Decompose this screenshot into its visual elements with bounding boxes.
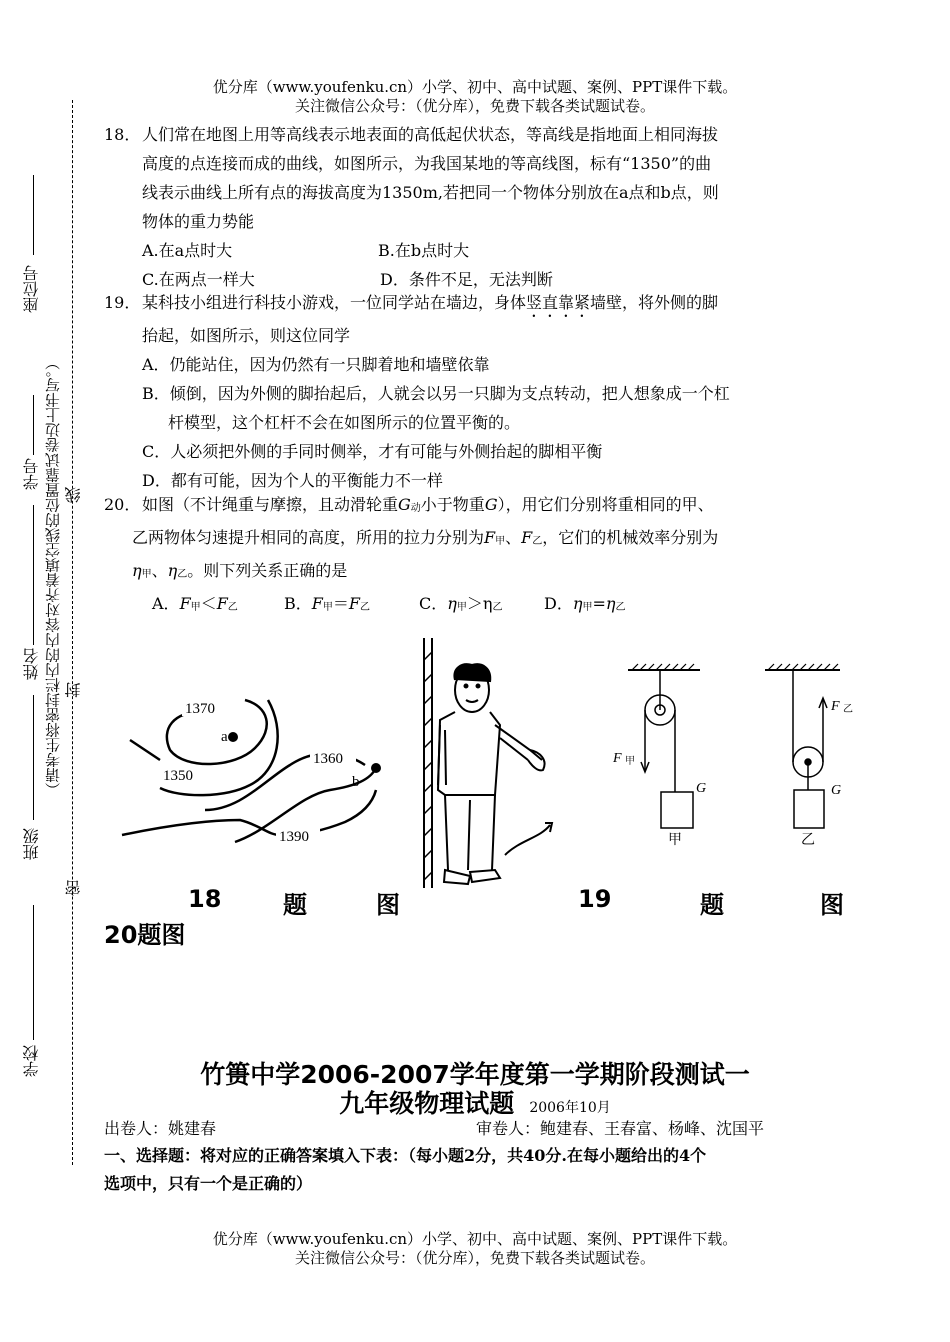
q19-line-1-post: 墙壁，将外侧的脚	[590, 293, 719, 312]
q20-sep-1: 、	[505, 528, 522, 547]
q20-od-eta2: η	[605, 594, 616, 613]
figures-svg	[0, 620, 950, 900]
seal-mi-label: 密	[64, 880, 83, 896]
q19-option-b-1: B．倾倒，因为外侧的脚抬起后，人就会以另一只脚为支点转动，把人想象成一个杠	[142, 384, 730, 403]
footer-line-1: 优分库（www.youfenku.cn）小学、初中、高中试题、案例、PPT课件下载。	[212, 1230, 738, 1248]
f-jia-label: F	[613, 751, 622, 766]
q20-oc-sub1: 甲	[456, 602, 467, 613]
q20-option-b	[284, 589, 370, 622]
q20-line-1-b: 小于物重	[420, 495, 485, 514]
q20-f-jia-sub: 甲	[495, 536, 506, 547]
label-b: b	[352, 774, 360, 790]
q19-option-c: C．人必须把外侧的手同时侧举，才有可能与外侧抬起的脚相平衡	[142, 442, 603, 461]
q20-od-sub1: 甲	[582, 602, 593, 613]
person-feet	[444, 870, 500, 884]
q20-oa-lt: ＜	[200, 594, 217, 613]
label-1370: 1370	[185, 701, 215, 717]
q20-eta-yi: η	[167, 561, 178, 580]
caption-19-tu: 图	[820, 891, 844, 919]
q20-line-2-c: ，它们的机械效率分别为	[542, 528, 719, 547]
header-line-1: 优分库（www.youfenku.cn）小学、初中、高中试题、案例、PPT课件下载。	[212, 78, 738, 96]
box-jia-label: 甲	[668, 833, 682, 848]
q20-symbol-g2: G	[484, 495, 498, 514]
person-torso	[438, 712, 500, 795]
figure-18-contour-map	[122, 698, 381, 845]
f-jia-sub: 甲	[625, 756, 635, 767]
q19-line-1-pre: 某科技小组进行科技小游戏，一位同学站在墙边，身体	[142, 293, 527, 312]
q20-sep-2: 、	[151, 561, 168, 580]
person-hand	[528, 750, 545, 770]
q20-option-a	[152, 589, 238, 622]
q18-option-c: C.在两点一样大	[142, 270, 255, 289]
q20-option-b-label: B．	[284, 594, 312, 613]
caption-18-num: 18	[188, 885, 222, 913]
q20-oc-gt: ＞	[466, 594, 483, 613]
contour-1390	[122, 790, 376, 835]
q20-oa-sub2: 乙	[227, 602, 238, 613]
person-right-arm	[495, 725, 542, 760]
g-jia-label: G	[696, 781, 707, 796]
q20-f-jia: F	[484, 528, 496, 547]
q19-line-2: 抬起，如图所示，则这位同学	[142, 326, 351, 345]
question-19	[104, 288, 864, 495]
seal-feng-label: 封	[64, 682, 83, 698]
class-label: 班级	[22, 828, 41, 860]
point-b	[371, 763, 381, 773]
q20-oc-eta1: η	[447, 594, 457, 613]
q20-od-sub2: 乙	[615, 602, 626, 613]
q20-symbol-g: G	[398, 495, 411, 514]
q20-line-1-a: 如图（不计绳重与摩擦，且动滑轮重	[142, 495, 399, 514]
q18-line-1: 人们常在地图上用等高线表示地表面的高低起伏状态，等高线是指地面上相同海拔	[142, 125, 719, 144]
wall-hatch	[424, 652, 432, 880]
q20-option-c	[419, 589, 502, 622]
section-1-line-1: 一、选择题：将对应的正确答案填入下表：（每小题2分，共40分.在每小题给出的4个	[104, 1146, 707, 1165]
q20-f-yi-sub: 乙	[532, 536, 543, 547]
label-1350: 1350	[163, 768, 193, 784]
number-label: 学号	[22, 458, 41, 490]
q20-sub-dong: 动	[410, 503, 421, 514]
point-a	[228, 732, 238, 742]
caption-19-ti: 题	[700, 891, 724, 919]
q20-od-eta1: η	[572, 594, 583, 613]
q18-option-a: A.在a点时大	[142, 241, 233, 260]
raise-arrow	[505, 823, 552, 855]
q20-ob-eq: ＝	[332, 594, 349, 613]
g-yi-label: G	[831, 783, 842, 798]
label-a: a	[221, 729, 228, 745]
seal-line-label: 线	[64, 487, 83, 503]
seat-fill-line	[33, 175, 34, 255]
q20-eta-yi-sub: 乙	[177, 569, 188, 580]
exam-author: 出卷人：姚建春	[104, 1119, 217, 1138]
site-header	[0, 78, 950, 116]
q20-eta-jia-sub: 甲	[141, 569, 152, 580]
q20-oa-f2: F	[216, 594, 228, 613]
q20-option-d-label: D．	[544, 594, 573, 613]
exam-subtitle-row	[0, 1084, 950, 1120]
person-left-arm	[438, 725, 446, 785]
q18-line-3: 线表示曲线上所有点的海拔高度为1350m,若把同一个物体分别放在a点和b点，则	[142, 183, 719, 202]
q20-option-a-label: A．	[152, 594, 180, 613]
question-18	[104, 120, 864, 294]
section-1-line-2: 选项中，只有一个是正确的）	[104, 1174, 313, 1193]
seat-label: 座位号	[22, 265, 41, 313]
f-yi-label: F	[831, 699, 840, 714]
q19-option-b-2: 杆模型，这个杠杆不会在如图所示的位置平衡的。	[168, 413, 521, 432]
q20-ob-f1: F	[311, 594, 323, 613]
q20-ob-f2: F	[348, 594, 360, 613]
q18-option-d: D．条件不足，无法判断	[380, 270, 553, 289]
contour-1350	[130, 740, 160, 760]
person-mouth	[466, 700, 478, 702]
q19-line-1-emphasis: 竖直靠紧	[526, 293, 591, 312]
school-label: 学校	[22, 1045, 41, 1077]
q20-od-eq: =	[592, 594, 606, 613]
caption-20: 20题图	[104, 921, 186, 949]
q18-number: 18．	[104, 125, 141, 144]
q20-number: 20．	[104, 495, 141, 514]
q20-option-d	[544, 589, 625, 622]
f-yi-sub: 乙	[843, 704, 853, 715]
q20-line-3-b: 。则下列关系正确的是	[187, 561, 348, 580]
section-1-instructions	[104, 1142, 874, 1198]
q20-eta-jia: η	[132, 561, 142, 580]
q20-option-c-label: C．	[419, 594, 448, 613]
q19-number: 19．	[104, 293, 141, 312]
exam-date: 2006年10月	[529, 1100, 611, 1116]
q20-line-2-a: 乙两物体匀速提升相同的高度，所用的拉力分别为	[132, 528, 485, 547]
q20-ob-sub1: 甲	[322, 602, 333, 613]
exam-subtitle: 九年级物理试题	[339, 1089, 515, 1118]
caption-18-ti: 题	[283, 891, 307, 919]
school-fill-line	[33, 905, 34, 1040]
label-1390: 1390	[279, 829, 309, 845]
q20-oa-f1: F	[179, 594, 191, 613]
figure-19-person-wall	[424, 638, 552, 888]
person-legs	[445, 795, 495, 870]
name-label: 姓名	[22, 648, 41, 680]
box-yi-label: 乙	[801, 833, 815, 848]
q20-line-1-c: ），用它们分别将重相同的甲、	[497, 495, 714, 514]
exam-title: 竹篑中学2006-2007学年度第一学期阶段测试一	[200, 1060, 750, 1089]
q20-ob-sub2: 乙	[360, 602, 370, 613]
caption-18-tu: 图	[376, 891, 400, 919]
seal-notice: （请考生将密封栏内的内容对齐着填空线的位置靠试卷边上书写。）	[44, 355, 62, 798]
footer-line-2: 关注微信公众号：（优分库），免费下载各类试题试卷。	[294, 1249, 655, 1267]
q18-line-2: 高度的点连接而成的曲线，如图所示，为我国某地的等高线图，标有“1350”的曲	[142, 154, 712, 173]
caption-19-num: 19	[578, 885, 612, 913]
q19-option-d: D．都有可能，因为个人的平衡能力不一样	[142, 471, 443, 490]
header-line-2: 关注微信公众号：（优分库），免费下载各类试题试卷。	[294, 97, 655, 115]
weight-yi	[794, 790, 824, 828]
site-footer	[0, 1230, 950, 1268]
exam-reviewers: 审卷人：鲍建春、王春富、杨峰、沈国平	[476, 1119, 765, 1138]
q18-line-4: 物体的重力势能	[142, 212, 255, 231]
figure-20-pulleys	[612, 664, 853, 848]
question-20	[104, 490, 864, 618]
q20-oc-sub2: 乙	[492, 602, 503, 613]
weight-jia	[661, 792, 693, 828]
label-1360: 1360	[313, 751, 343, 767]
q18-option-b: B.在b点时大	[378, 241, 470, 260]
q19-option-a: A．仍能站住，因为仍然有一只脚着地和墙壁依靠	[142, 355, 490, 374]
q20-f-yi: F	[521, 528, 533, 547]
number-fill-line	[33, 395, 34, 455]
q20-oa-sub1: 甲	[190, 602, 201, 613]
q20-oc-eta2: η	[482, 594, 493, 613]
